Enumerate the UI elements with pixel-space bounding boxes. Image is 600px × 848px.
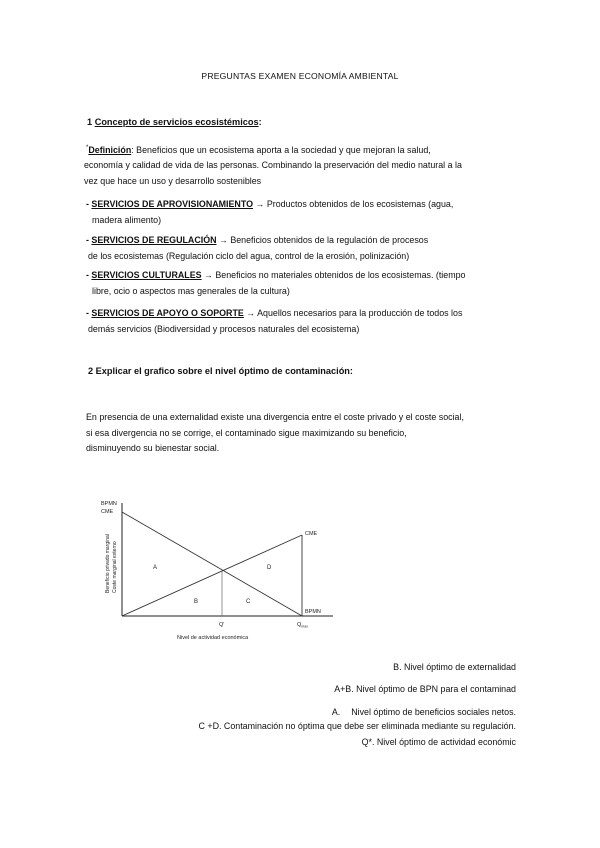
- service-item-cultural: [86, 268, 526, 299]
- service-item-support: [86, 306, 526, 337]
- q2-line-3: disminuyendo su bienestar social.: [86, 443, 220, 453]
- item-text-line-1: Beneficios obtenidos de la regulación de procesos: [230, 235, 429, 245]
- area-c-label: C: [246, 599, 251, 605]
- y-label-bpmn: BPMN: [101, 501, 117, 507]
- item-label: SERVICIOS DE REGULACIÓN: [91, 235, 217, 245]
- definition-line-1: : Beneficios que un ecosistema aporta a la sociedad y que mejoran la salud,: [131, 144, 431, 155]
- item-dash: -: [86, 199, 92, 209]
- definition-paragraph: [84, 141, 544, 189]
- area-a-label: A: [153, 565, 158, 571]
- item-dash: -: [86, 270, 92, 280]
- arrow-icon: →: [201, 270, 216, 280]
- bpmn-curve-label: BPMN: [305, 609, 321, 615]
- x-axis-label: Nivel de actividad económica: [177, 635, 249, 641]
- item-dash: -: [86, 235, 92, 245]
- item-text-line-2: madera alimento): [92, 214, 162, 225]
- q-optimum-tick: Q': [219, 622, 225, 628]
- q1-heading: [87, 117, 262, 127]
- q2-paragraph: [86, 410, 546, 457]
- definition-label: Definición: [88, 144, 132, 155]
- answer-line-3: [332, 707, 516, 717]
- arrow-icon: →: [253, 199, 267, 209]
- q-max-tick: $Q_{max}$: [297, 622, 309, 629]
- q1-number: 1: [87, 117, 93, 127]
- definition-line-2: economía y calidad de vida de las personas. Combinando la preservación del medio natural a la: [84, 160, 462, 171]
- definition-line-3: vez que hace un uso y desarrollo sostenibles: [84, 175, 262, 186]
- answer-line-3-text: Nivel óptimo de beneficios sociales netos.: [351, 707, 516, 717]
- answer-line-4: C +D. Contaminación no óptima que debe ser eliminada mediante su regulación.: [198, 721, 516, 731]
- answer-line-1: B. Nivel óptimo de externalidad: [393, 662, 516, 672]
- item-text-line-1: Aquellos necesarios para la producción de todos los: [257, 308, 463, 318]
- arrow-icon: →: [243, 308, 258, 318]
- q2-heading: 2 Explicar el grafico sobre el nivel óptimo de contaminación:: [88, 366, 353, 376]
- item-text-line-1: Beneficios no materiales obtenidos de los ecosistemas. (tiempo: [215, 270, 466, 280]
- cme-curve: [122, 535, 302, 616]
- item-label: SERVICIOS DE APROVISIONAMIENTO: [91, 199, 254, 209]
- y-label-cme: CME: [101, 509, 114, 515]
- item-text-line-2: libre, ocio o aspectos mas generales de la cultura): [92, 285, 290, 296]
- document-title: PREGUNTAS EXAMEN ECONOMÍA AMBIENTAL: [201, 71, 399, 81]
- q2-line-1: En presencia de una externalidad existe una divergencia entre el coste privado y el coste social,: [86, 412, 464, 422]
- item-text-line-2: demás servicios (Biodiversidad y procesos naturales del ecosistema): [88, 323, 360, 334]
- arrow-icon: →: [216, 235, 231, 245]
- bpmn-curve: [122, 512, 302, 616]
- y-axis-label-1: Beneficio privado marginal: [105, 534, 111, 593]
- answer-line-3-prefix: A.: [331, 707, 341, 717]
- area-b-label: B: [194, 599, 199, 605]
- q1-heading-colon: :: [258, 117, 262, 127]
- y-axis-label-2: Coste marginal externo: [112, 541, 118, 593]
- q2-line-2: si esa divergencia no se corrige, el contaminado sigue maximizando su beneficio,: [86, 427, 407, 438]
- service-item-provisioning: [86, 197, 526, 228]
- item-text-line-2: de los ecosistemas (Regulación ciclo del agua, control de la erosión, polinización): [88, 250, 410, 261]
- item-text-line-1: Productos obtenidos de los ecosistemas (agua,: [266, 199, 454, 209]
- item-label: SERVICIOS DE APOYO O SOPORTE: [91, 308, 244, 318]
- definition-mark: *: [86, 145, 89, 151]
- item-dash: -: [86, 308, 92, 318]
- answer-line-5: Q*. Nivel óptimo de actividad económic: [361, 737, 516, 747]
- cme-curve-label: CME: [305, 531, 318, 537]
- externality-graph: [95, 495, 355, 650]
- answer-line-2: A+B. Nivel óptimo de BPN para el contaminad: [334, 684, 516, 694]
- service-item-regulation: [86, 233, 526, 264]
- q1-heading-text: Concepto de servicios ecosistémicos: [94, 117, 259, 127]
- item-label: SERVICIOS CULTURALES: [91, 270, 202, 280]
- area-d-label: D: [267, 565, 272, 571]
